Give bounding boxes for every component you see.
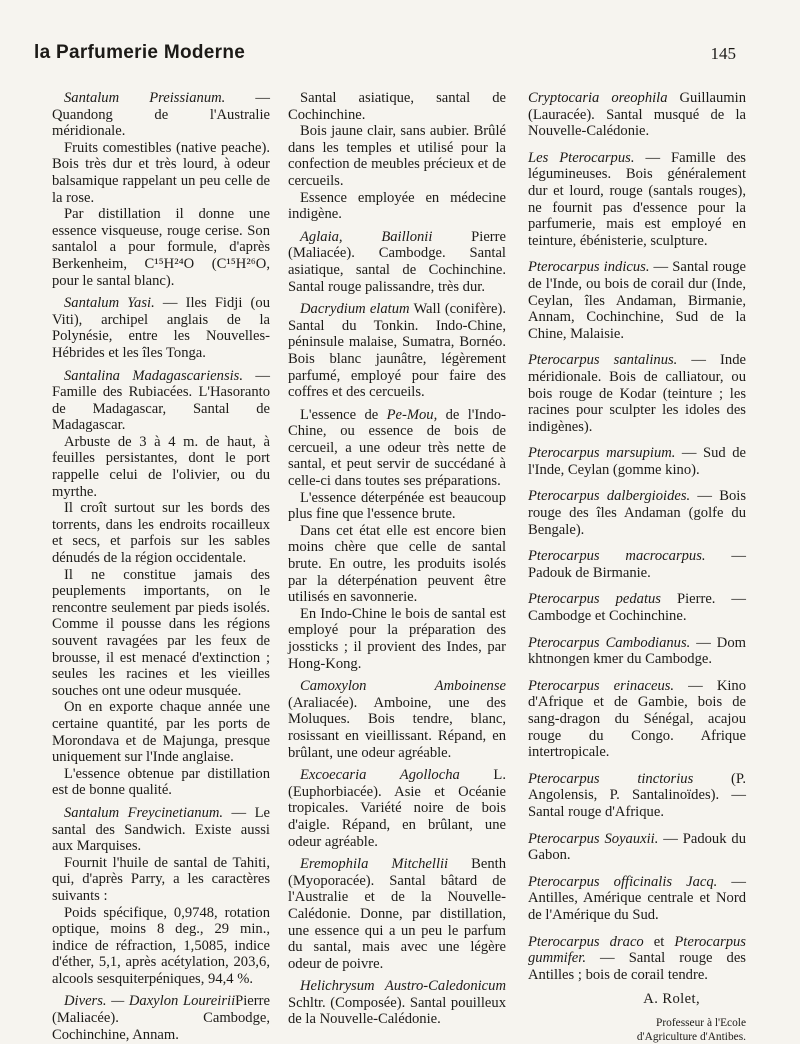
paragraph [288,978,506,1028]
paragraph [52,905,270,988]
species-name: Santalum Yasi. [64,295,155,312]
paragraph-text: Pierre (Maliacée). Cambodge, Cochinchine, Annam. [52,993,270,1043]
paragraph-text: — Sud de l'Inde, Ceylan (gomme kino). [528,445,746,478]
paragraph-text: L. (Euphorbiacée). Asie et Océanie tropicales. Variété noire de bois d'aigle. Répand, en brûlant, une odeur agréable. [288,767,506,850]
column-1 [52,90,270,1043]
paragraph [52,90,270,140]
paragraph [52,206,270,289]
paragraph [528,934,746,984]
paragraph [288,606,506,672]
signature-block [528,991,746,1044]
paragraph [288,490,506,523]
paragraph [52,295,270,361]
species-name: Santalum Preissianum. [64,90,226,106]
paragraph [52,368,270,434]
species-name: Pterocarpus pedatus [528,591,661,608]
paragraph [528,771,746,821]
paragraph-text: — Famille des Rubiacées. L'Hasoranto de Madagascar, Santal de Madagascar. [52,367,270,434]
paragraph-text: — Kino d'Afrique et de Gambie, bois de sang-dragon du Sénégal, acajou rouge du Congo. Afrique intertropicale. [528,677,747,761]
species-name: Pterocarpus gummifer. [528,933,746,967]
paragraph [288,407,506,490]
paragraph [528,445,746,478]
paragraph-text: — Dom khtnongen kmer du Cambodge. [528,634,746,668]
paragraph-text: Wall (conifère). Santal du Tonkin. Indo-Chine, péninsule malaise, Sumatra, Bornéo. Bois blanc jaunâtre, légèrement parfumé, employé pour faire des coffres et des cercueils. [288,301,506,401]
paragraph-text: — Santal rouge des Antilles ; bois de corail tendre. [528,950,746,983]
paragraph-text: — Bois rouge des îles Andaman (golfe du Bengale). [528,488,747,538]
author-name: A. Rolet, [643,991,700,1008]
species-name: Les Pterocarpus. [528,149,635,166]
paragraph-text: On en exporte chaque année une certaine quantité, par les ports de Morondava et de Majunga, presque uniquement sur l'Inde anglaise. [52,699,270,766]
species-name: Camoxylon Amboinense [300,678,506,695]
paragraph [52,567,270,700]
paragraph [52,766,270,799]
paragraph-text: Dans cet état elle est encore bien moins chère que celle de santal brute. En outre, les produits isolés par la déterpénation peuvent être utilisés en savonnerie. [288,522,506,606]
paragraph [288,190,506,223]
paragraph-text: Bois jaune clair, sans aubier. Brûlé dans les temples et utilisé pour la confection de meubles précieux et de cercueils. [288,123,506,189]
paragraph-text: Pierre (Maliacée). Cambodge. Santal asiatique, santal de Cochinchine. Santal rouge palissandre, très dur. [288,228,507,295]
species-name: Cryptocaria oreophila [528,90,668,106]
species-name: Pterocarpus draco [528,933,644,950]
paragraph-text: de l'Indo-Chine, ou essence de bois de cercueil, a une odeur très nette de santal, et peut servir de succédané à celle-ci dans toutes ses préparations. [288,406,506,490]
paragraph [288,229,506,295]
paragraph [52,855,270,905]
species-name: Dacrydium elatum [300,301,410,318]
paragraph [52,434,270,500]
page-header [34,40,736,70]
paragraph-text: En Indo-Chine le bois de santal est employé pour la préparation des jossticks ; il provient des Indes, par Hong-Kong. [288,605,506,672]
paragraph-text: — Santal rouge de l'Inde, ou bois de corail dur (Inde, Ceylan, îles Andaman, Birmanie, Annam, Cochinchine, Sud de la Chine, Malaisie. [528,259,746,342]
paragraph [288,301,506,401]
species-name: Pterocarpus santalinus. [528,352,678,369]
affiliation-line-1: Professeur à l'Ecole [656,1016,746,1029]
paragraph-text: Poids spécifique, 0,9748, rotation optique, moins 8 deg., 29 min., indice de réfraction, 1,5085, indice d'éther, 5,1, après acétylation, 203,6, alcools sesquiterpéniques, 94,4 %. [52,904,270,987]
paragraph [288,123,506,189]
paragraph-text: Santal asiatique, santal de Cochinchine. [288,90,506,123]
species-name: Pterocarpus officinalis Jacq. [528,873,718,890]
species-name: Pterocarpus tinctorius [528,770,694,787]
paragraph [528,635,746,668]
paragraph-text: — Iles Fidji (ou Viti), archipel anglais de la Polynésie, entre les Nouvelles-Hébrides et les îles Tonga. [52,295,270,361]
paragraph [288,90,506,123]
paragraph [288,767,506,850]
paragraph-text: Il ne constitue jamais des peuplements importants, on le rencontre seulement par pieds isolés. Comme il pousse dans les régions souvent ravagées par les feux de brousse, il est menacé d'extinction ; seules les racines et les vieilles souches ont une odeur musquée. [52,566,270,699]
paragraph-text: Par distillation il donne une essence visqueuse, rouge cerise. Son santalol a pour formule, d'après Berkenheim, C¹⁵H²⁴O (C¹⁵H²⁶O, pour le santal blanc). [52,206,270,289]
species-name: Excoecaria Agollocha [300,767,460,784]
paragraph-text: — Padouk du Gabon. [528,830,746,864]
paragraph [288,856,506,972]
paragraph [528,591,746,624]
paragraph [288,523,506,606]
column-2 [288,90,506,1028]
species-name: Santalina Madagascariensis. [64,367,244,384]
paragraph [288,678,506,761]
paragraph-text: Fournit l'huile de santal de Tahiti, qui, d'après Parry, a les caractères suivants : [52,854,270,904]
paragraph [528,90,746,140]
species-name: Pe-Mou, [386,406,438,423]
paragraph [528,488,746,538]
paragraph [528,259,746,342]
paragraph [528,874,746,924]
paragraph [52,805,270,855]
paragraph [52,500,270,566]
paragraph-text: — Famille des légumineuses. Bois généralement dur et lourd, rouge (santals rouges), ne fournit pas d'essence pour la parfumerie, mais est employé en teinture, ébénisterie, sculpture. [528,149,746,249]
species-name: Divers. — Daxylon Loureirii [64,993,236,1010]
paragraph-text: (P. Angolensis, P. Santalinoïdes). — Santal rouge d'Afrique. [528,770,747,820]
species-name: Eremophila Mitchellii [300,856,449,873]
paragraph [528,678,746,761]
paragraph-text: Arbuste de 3 à 4 m. de haut, à feuilles persistantes, dont le port rappelle celui de l'olivier, ou du myrthe. [52,433,270,500]
species-name: Pterocarpus Cambodianus. [528,634,691,651]
species-name: Santalum Freycinetianum. [64,804,224,821]
paragraph-text: Il croît surtout sur les bords des torrents, dans les endroits rocailleux et secs, et parfois sur les sables dénudés de la région occidentale. [52,500,270,567]
species-name: Pterocarpus indicus. [528,259,650,276]
paragraph-text: — Quandong de l'Australie méridionale. [52,90,270,140]
page-number: 145 [710,44,736,63]
paragraph-text: L'essence de [300,406,387,423]
paragraph-text: — Padouk de Birmanie. [528,548,746,581]
paragraph-text: Pierre. — Cambodge et Cochinchine. [528,591,747,625]
paragraph-text: — Inde méridionale. Bois de calliatour, ou bois rouge de Kodar (teinture ; les racines pour sculpter les idoles des indigènes). [528,352,746,435]
paragraph [528,352,746,435]
species-name: Pterocarpus erinaceus. [528,677,675,694]
paragraph-text: L'essence obtenue par distillation est de bonne qualité. [52,765,270,799]
species-name: Aglaia, Baillonii [300,228,433,245]
paragraph-text: Benth (Myoporacée). Santal bâtard de l'Australie et de la Nouvelle-Calédonie. Donne, par distillation, une essence qui a un peu le parfum du santal, mais avec une légère odeur de poivre. [288,856,507,972]
column-3-entries [528,90,746,983]
paragraph [52,140,270,206]
affiliation-line-2: d'Agriculture d'Antibes. [636,1030,746,1043]
paragraph-text: L'essence déterpénée est beaucoup plus fine que l'essence brute. [288,489,506,523]
paragraph [528,548,746,581]
paragraph [528,150,746,250]
author-affiliation [528,1016,746,1044]
paragraph-text: Essence employée en médecine indigène. [288,189,506,223]
species-name: Pterocarpus marsupium. [528,445,676,462]
species-name: Pterocarpus macrocarpus. [528,548,706,565]
paragraph [528,831,746,864]
paragraph [52,993,270,1043]
paragraph-text: Fruits comestibles (native peache). Bois très dur et très lourd, à odeur balsamique rappelant un peu celle de la rose. [52,139,270,206]
species-name: Helichrysum Austro-Caledonicum [300,978,506,995]
paragraph-text: — Le santal des Sandwich. Existe aussi aux Marquises. [52,804,270,855]
paragraph [52,699,270,765]
paragraph-text: Schltr. (Composée). Santal pouilleux de la Nouvelle-Calédonie. [288,994,506,1028]
paragraph-text: et [643,933,675,950]
column-3 [528,90,746,1044]
journal-title: la Parfumerie Moderne [34,42,246,63]
paragraph-text: (Araliacée). Amboine, une des Moluques. Bois tendre, blanc, rosissant en vieillissant. Répand, en brûlant, une odeur agréable. [288,694,506,761]
species-name: Pterocarpus Soyauxii. [528,830,659,847]
article-body [52,90,747,1043]
paragraph-text: — Antilles, Amérique centrale et Nord de l'Amérique du Sud. [528,873,746,923]
paragraph-text: Guillaumin (Lauracée). Santal musqué de la Nouvelle-Calédonie. [528,90,746,140]
species-name: Pterocarpus dalbergioides. [528,488,691,505]
